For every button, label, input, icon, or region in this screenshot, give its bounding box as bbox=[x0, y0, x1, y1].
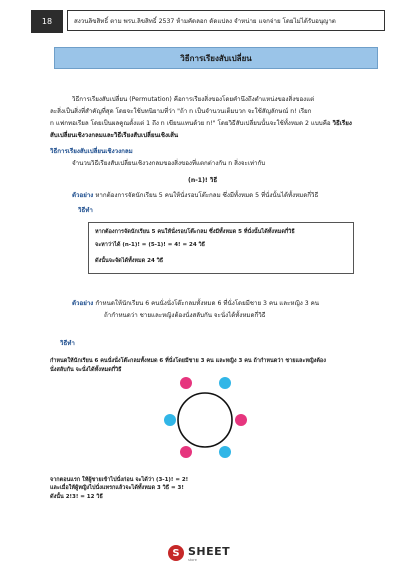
round-table-diagram bbox=[162, 374, 248, 460]
solution-1-line-3: ดังนั้นจะจัดได้ทั้งหมด 24 วิธี bbox=[95, 258, 164, 264]
circular-heading: วิธีการเรียงสับเปลี่ยนเชิงวงกลม bbox=[50, 148, 133, 155]
brand-logo-subtext: store bbox=[188, 558, 197, 562]
example-1 bbox=[72, 192, 318, 200]
page-number: 18 bbox=[31, 10, 63, 33]
seat-left bbox=[164, 414, 176, 426]
seat-bottom-right bbox=[219, 446, 231, 458]
solution-2-line-1: กำหนดให้นักเรียน 6 คนนั่งนั่งโต๊ะกลมทั้งหมด 6 ที่นั่งโดยมีชาย 3 คน และหญิง 3 คน ถ้ากำหนดว่า ชายและหญิงต้อง bbox=[50, 358, 326, 364]
solution-2-label: วิธีทำ bbox=[60, 340, 75, 347]
solution-1-box bbox=[88, 222, 354, 274]
solution-1-label: วิธีทำ bbox=[78, 207, 93, 214]
solution-2-line-5: ดังนั้น 2!3! = 12 วิธี bbox=[50, 494, 103, 500]
solution-2-line-4: และเมื่อให้ผู้หญิงไปนั่งแทรกแล้วจะได้ทั้งหมด 3 วิธี = 3! bbox=[50, 485, 184, 491]
circular-description: จำนวนวิธีเรียงสับเปลี่ยนเชิงวงกลมของสิ่งของที่แตกต่างกัน n สิ่งจะเท่ากับ bbox=[72, 160, 266, 167]
solution-2-line-3: จากตอนแรก ให้ผู้ชายเข้าไปนั่งก่อน จะได้ว่า (3-1)! = 2! bbox=[50, 477, 189, 483]
seat-right bbox=[235, 414, 247, 426]
example-1-label: ตัวอย่าง bbox=[72, 192, 94, 199]
seat-top-right bbox=[219, 377, 231, 389]
solution-1-line-2: จะหาว่าได้ (n-1)! = (5-1)! = 4! = 24 วิธี bbox=[95, 242, 206, 248]
intro-line-1: วิธีการเรียงสับเปลี่ยน (Permutation) คือการเรียงสิ่งของโดยคำนึงถึงตำแหน่งของสิ่งของแต่ bbox=[72, 96, 315, 103]
intro-line-3-text: n แฟกทอเรียล โดยเป็นผลคูณตั้งแต่ 1 ถึง n เขียนแทนด้วย n!" โดยวิธีสับเปลี่ยนนั้นจะใช้ทั้งหมด 2 แบบคือ bbox=[50, 120, 331, 127]
circular-formula: (n-1)! วิธี bbox=[188, 177, 218, 184]
intro-line-3 bbox=[50, 120, 352, 128]
seat-bottom-left bbox=[180, 446, 192, 458]
example-2-label: ตัวอย่าง bbox=[72, 300, 94, 307]
copyright-notice: สงวนลิขสิทธิ์ ตาม พรบ.ลิขสิทธิ์ 2537 ห้ามคัดลอก ดัดแปลง จำหน่าย แจกจ่าย โดยไม่ได้รับอนุญาต bbox=[67, 10, 385, 31]
intro-line-3-bold: วิธีเรียง bbox=[332, 120, 352, 127]
example-1-text: หากต้องการจัดนักเรียน 5 คนให้นั่งรอบโต๊ะกลม ซึ่งมีทั้งหมด 5 ที่นั่งนั้นได้ทั้งหมดกี่วิธี bbox=[95, 192, 319, 199]
example-2-text: กำหนดให้นักเรียน 6 คนนั่งนั่งโต๊ะกลมทั้งหมด 6 ที่นั่งโดยมีชาย 3 คน และหญิง 3 คน bbox=[95, 300, 319, 307]
brand-logo-icon: S bbox=[168, 545, 184, 561]
example-2-line-2: ถ้ากำหนดว่า ชายและหญิงต้องนั่งสลับกัน จะนั่งได้ทั้งหมดกี่วิธี bbox=[104, 312, 266, 319]
round-table-circle bbox=[178, 393, 232, 447]
intro-line-4: สับเปลี่ยนเชิงวงกลมและวิธีเรียงสับเปลี่ยนเชิงเส้น bbox=[50, 132, 179, 139]
seat-top-left bbox=[180, 377, 192, 389]
section-title: วิธีการเรียงสับเปลี่ยน bbox=[54, 47, 378, 69]
example-2-line-1 bbox=[72, 300, 319, 308]
intro-line-2: ละสิ่งเป็นสิ่งที่สำคัญที่สุด โดยจะใช้บทนิยามที่ว่า "ถ้า n เป็นจำนวนเต็มบวก จะใช้สัญลักษณ์ n! เรียก bbox=[50, 108, 312, 115]
solution-1-line-1: หากต้องการจัดนักเรียน 5 คนให้นั่งรอบโต๊ะกลม ซึ่งมีทั้งหมด 5 ที่นั่งนั้นได้ทั้งหมดกี่วิธี bbox=[95, 229, 295, 235]
solution-2-line-2: นั่งสลับกัน จะนั่งได้ทั้งหมดกี่วิธี bbox=[50, 367, 122, 373]
brand-logo-text: SHEET bbox=[188, 545, 231, 558]
